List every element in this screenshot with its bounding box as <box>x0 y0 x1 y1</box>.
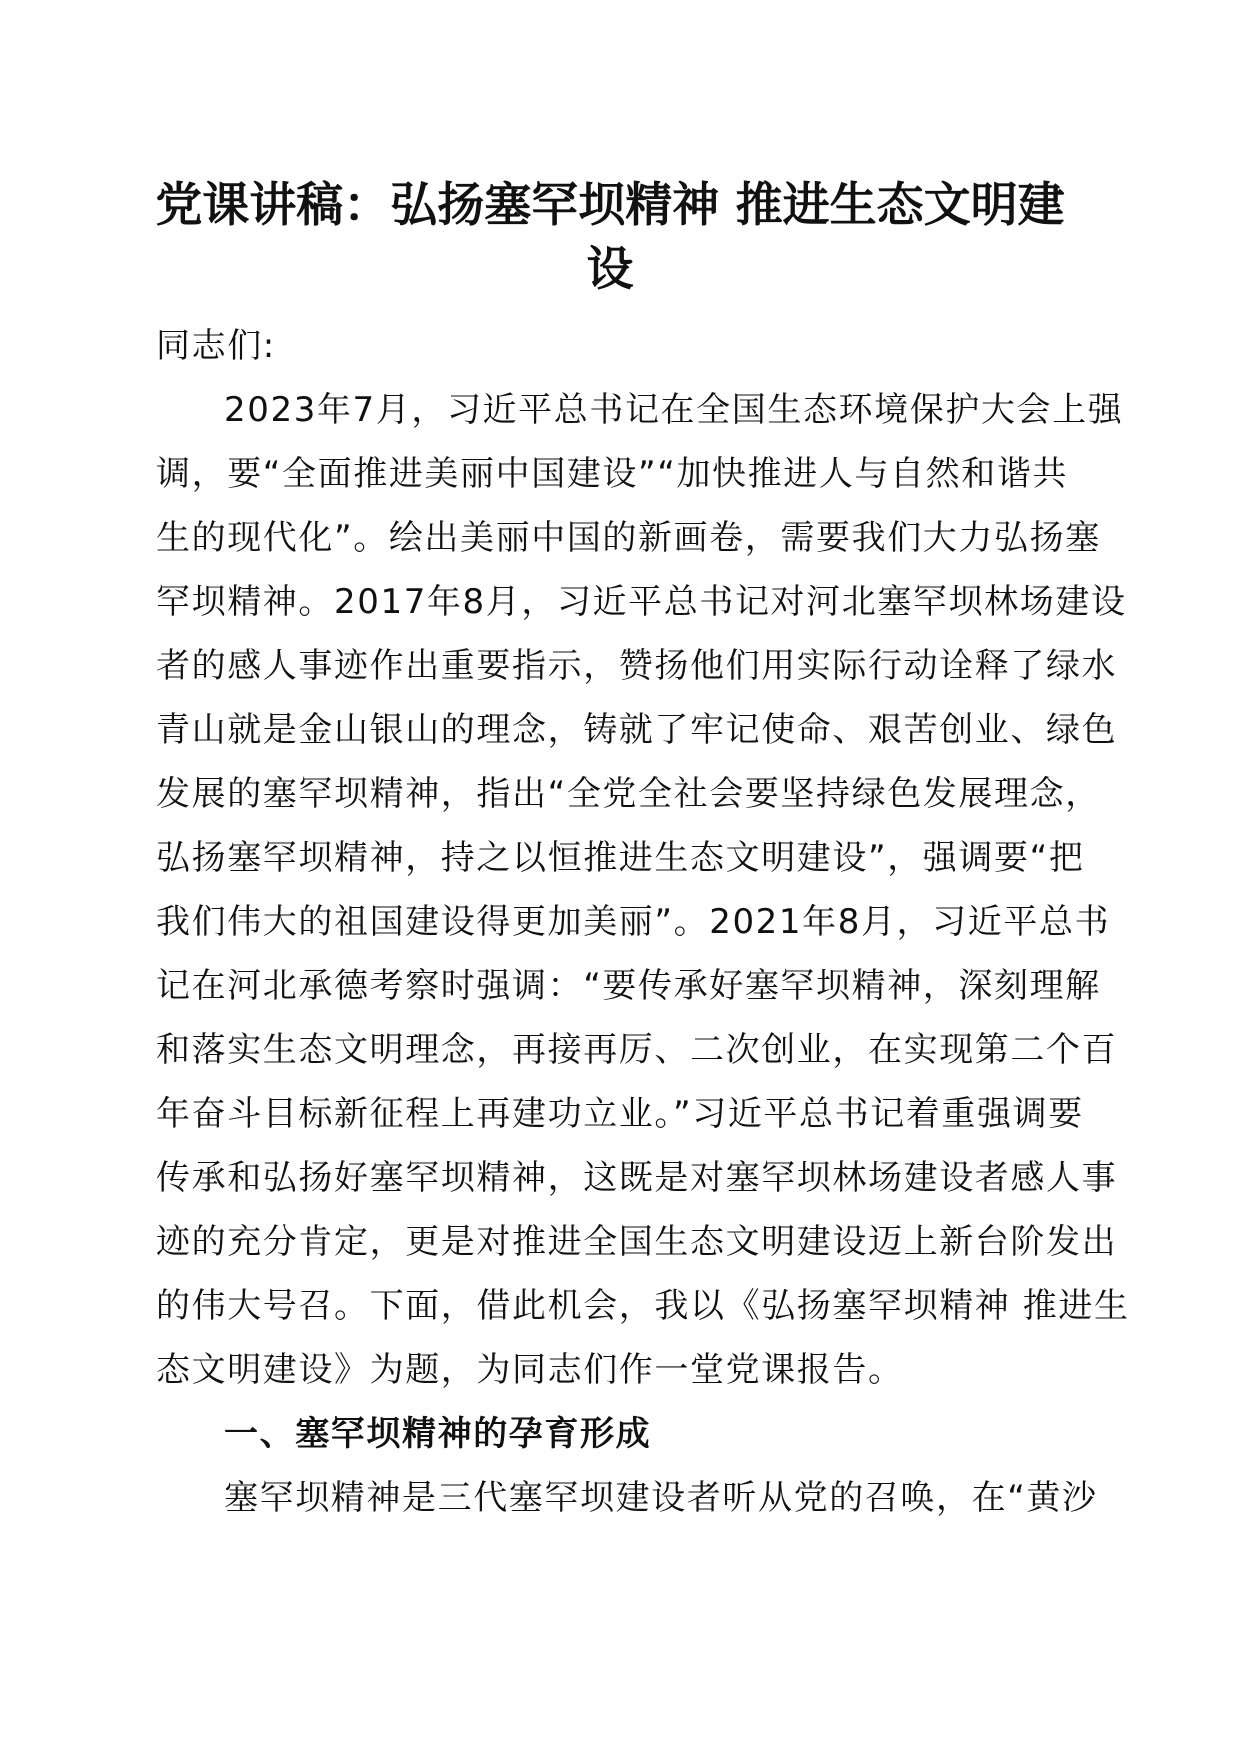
paragraph-line: 弘扬塞罕坝精神，持之以恒推进生态文明建设”，强调要“把 <box>156 838 1085 878</box>
paragraph-line: 发展的塞罕坝精神，指出“全党全社会要坚持绿色发展理念， <box>156 774 1101 814</box>
document-title: 党课讲稿：弘扬塞罕坝精神 推进生态文明建设 <box>155 178 1065 297</box>
paragraph-line: 记在河北承德考察时强调：“要传承好塞罕坝精神，深刻理解 <box>156 966 1101 1006</box>
section-heading: 一、塞罕坝精神的孕育形成 <box>224 1414 652 1454</box>
paragraph-line: 传承和弘扬好塞罕坝精神，这既是对塞罕坝林场建设者感人事 <box>156 1158 1118 1198</box>
paragraph-line: 和落实生态文明理念，再接再厉、二次创业，在实现第二个百 <box>156 1030 1118 1070</box>
paragraph-intro <box>156 378 1130 1402</box>
paragraph-line: 青山就是金山银山的理念，铸就了牢记使命、艰苦创业、绿色 <box>156 710 1118 750</box>
paragraph-line: 态文明建设》为题，为同志们作一堂党课报告。 <box>156 1350 904 1390</box>
paragraph-line: 罕坝精神。2017年8月，习近平总书记对河北塞罕坝林场建设 <box>156 582 1127 622</box>
paragraph-section-1 <box>156 1466 1098 1530</box>
paragraph-line: 调，要“全面推进美丽中国建设”“加快推进人与自然和谐共 <box>156 454 1069 494</box>
paragraph-line: 2023年7月，习近平总书记在全国生态环境保护大会上强 <box>224 390 1124 430</box>
paragraph-line: 的伟大号召。下面，借此机会，我以《弘扬塞罕坝精神 推进生 <box>156 1286 1130 1326</box>
paragraph-line: 塞罕坝精神是三代塞罕坝建设者听从党的召唤，在“黄沙 <box>224 1478 1098 1518</box>
paragraph-line: 迹的充分肯定，更是对推进全国生态文明建设迈上新台阶发出 <box>156 1222 1118 1262</box>
paragraph-line: 年奋斗目标新征程上再建功立业。”习近平总书记着重强调要 <box>156 1094 1084 1134</box>
document-body <box>156 314 1130 1530</box>
paragraph-line: 我们伟大的祖国建设得更加美丽”。2021年8月，习近平总书 <box>156 902 1111 942</box>
paragraph-line: 生的现代化”。绘出美丽中国的新画卷，需要我们大力弘扬塞 <box>156 518 1101 558</box>
salutation: 同志们: <box>156 326 276 366</box>
paragraph-line: 者的感人事迹作出重要指示，赞扬他们用实际行动诠释了绿水 <box>156 646 1118 686</box>
